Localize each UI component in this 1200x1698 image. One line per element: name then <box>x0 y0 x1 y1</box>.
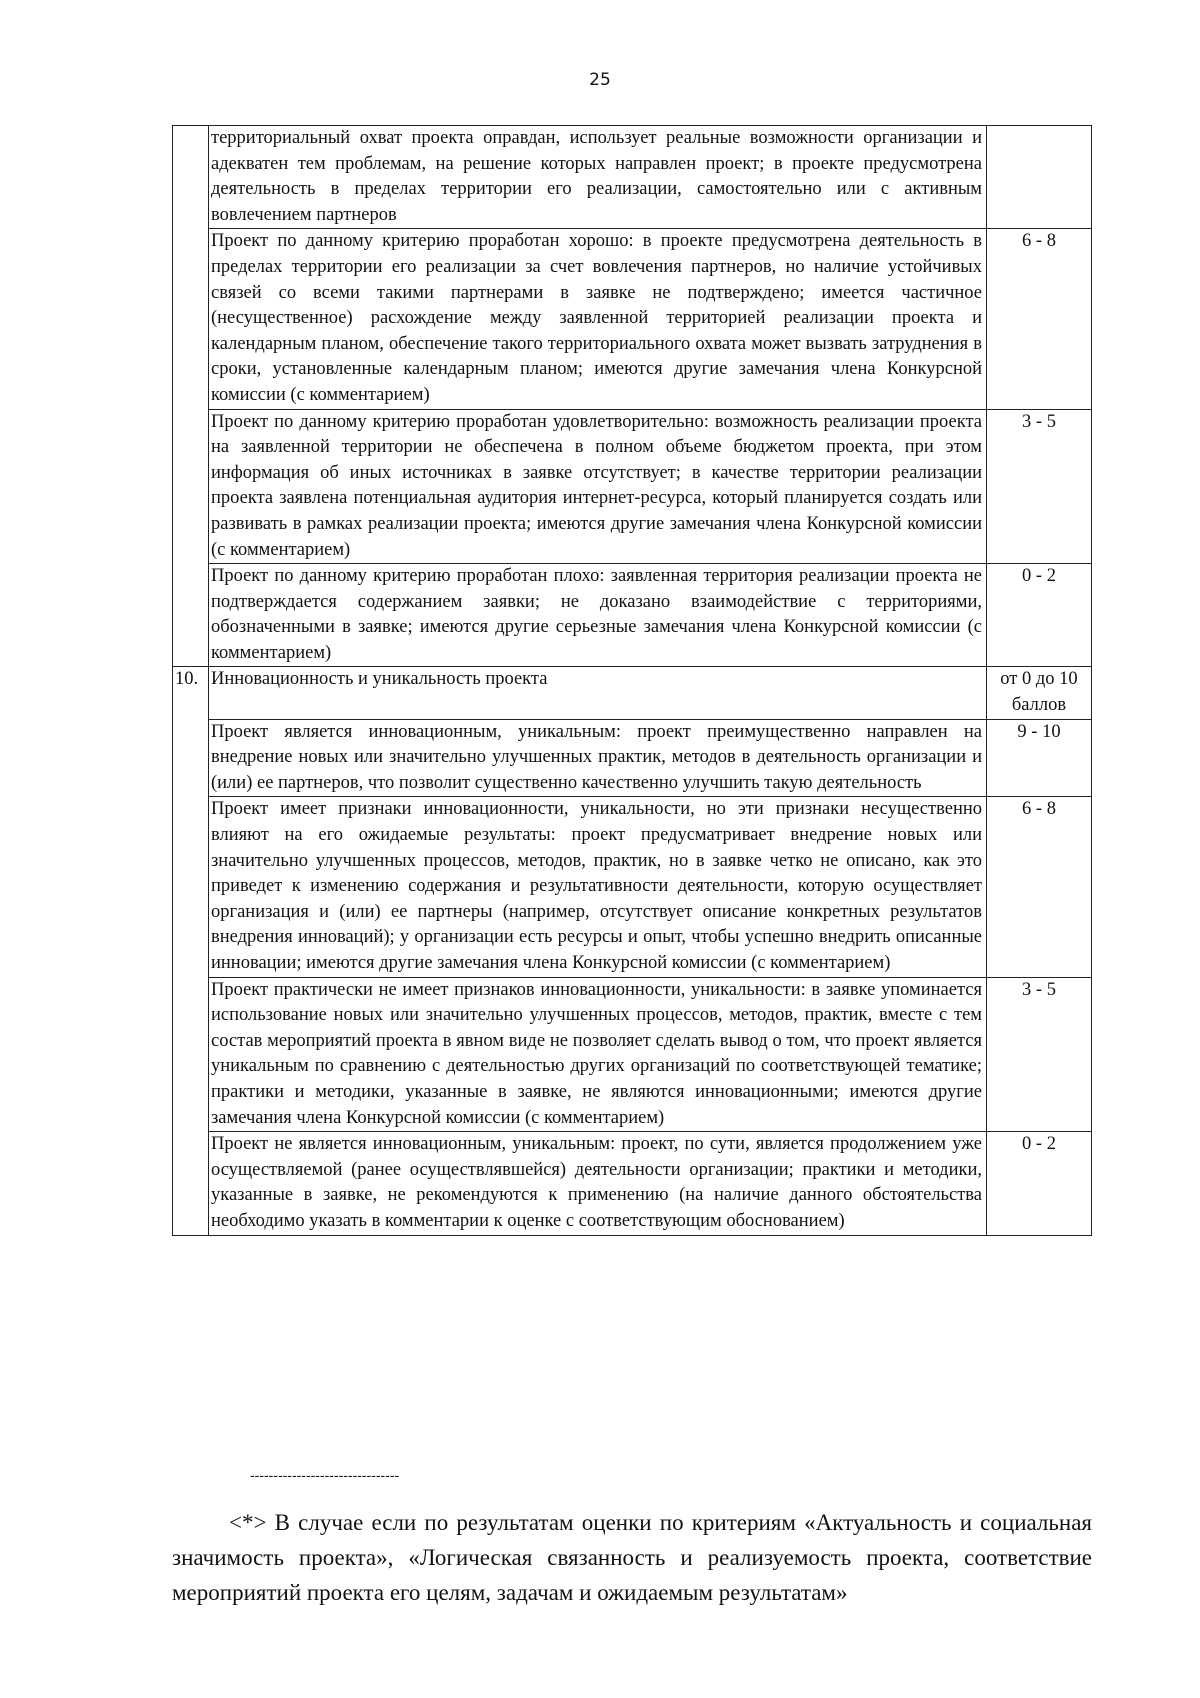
table-row <box>173 797 1092 977</box>
score-cell: 3 - 5 <box>987 977 1092 1132</box>
score-cell: 9 - 10 <box>987 719 1092 797</box>
criteria-table-body <box>173 126 1092 1236</box>
criterion-description-cell: территориальный охват проекта оправдан, использует реальные возможности организации и адекватен тем проблемам, на решение которых направлен проект; в проекте предусмотрена деятельность в пределах территории его реализации, самостоятельно или с активным вовлечением партнеров <box>209 126 987 229</box>
criterion-title-cell: Инновационность и уникальность проекта <box>209 667 987 719</box>
criteria-table <box>172 125 1092 1236</box>
criterion-description-cell: Проект является инновационным, уникальным: проект преимущественно направлен на внедрение новых или значительно улучшенных практик, методов в деятельность организации и (или) ее партнеров, что позволит существенно качественно улучшить такую деятельность <box>209 719 987 797</box>
table-row <box>173 719 1092 797</box>
criterion-description-cell: Проект не является инновационным, уникальным: проект, по сути, является продолжением уже осуществляемой (ранее осуществлявшейся) деятельности организации; практики и методики, указанные в заявке, не рекомендуются к применению (на наличие данного обстоятельства необходимо указать в комментарии к оценке с соответствующим обоснованием) <box>209 1132 987 1235</box>
page-number: 25 <box>589 70 611 90</box>
table-row <box>173 229 1092 409</box>
score-cell: 3 - 5 <box>987 409 1092 564</box>
table-row <box>173 1132 1092 1235</box>
criterion-description-cell: Проект практически не имеет признаков инновационности, уникальности: в заявке упоминается использование новых или значительно улучшенных процессов, методов, практик, вместе с тем состав мероприятий проекта в явном виде не позволяет сделать вывод о том, что проект является уникальным по сравнению с деятельностью других организаций по соответствующей тематике; практики и методики, указанные в заявке, не являются инновационными; имеются другие замечания члена Конкурсной комиссии (с комментарием) <box>209 977 987 1132</box>
table-row <box>173 977 1092 1132</box>
footnote-text: <*> В случае если по результатам оценки по критериям «Актуальность и социальная значимость проекта», «Логическая связанность и реализуемость проекта, соответствие мероприятий проекта его целям, задачам и ожидаемым результатам» <box>172 1510 1092 1605</box>
criterion-number-cell: 10. <box>173 667 209 1235</box>
table-row <box>173 126 1092 229</box>
table-row <box>173 667 1092 719</box>
criterion-description-cell: Проект по данному критерию проработан плохо: заявленная территория реализации проекта не подтверждается содержанием заявки; не доказано взаимодействие с территориями, обозначенными в заявке; имеются другие серьезные замечания члена Конкурсной комиссии (с комментарием) <box>209 564 987 667</box>
criterion-description-cell: Проект имеет признаки инновационности, уникальности, но эти признаки несущественно влияют на его ожидаемые результаты: проект предусматривает внедрение новых или значительно улучшенных процессов, методов, практик, но в заявке четко не описано, как это приведет к изменению содержания и результативности деятельности, которую осуществляет организация и (или) ее партнеры (например, отсутствует описание конкретных результатов внедрения инноваций); у организации есть ресурсы и опыт, чтобы успешно внедрить описанные инновации; имеются другие замечания члена Конкурсной комиссии (с комментарием) <box>209 797 987 977</box>
footnote-separator: -------------------------------- <box>250 1467 400 1483</box>
score-range-cell: от 0 до 10 баллов <box>987 667 1092 719</box>
score-cell: 0 - 2 <box>987 1132 1092 1235</box>
table-row <box>173 564 1092 667</box>
score-cell: 6 - 8 <box>987 797 1092 977</box>
score-cell <box>987 126 1092 229</box>
criterion-description-cell: Проект по данному критерию проработан удовлетворительно: возможность реализации проекта на заявленной территории не обеспечена в полном объеме бюджетом проекта, при этом информация об иных источниках в заявке отсутствует; в качестве территории реализации проекта заявлена потенциальная аудитория интернет-ресурса, который планируется создать или развивать в рамках реализации проекта; имеются другие замечания члена Конкурсной комиссии (с комментарием) <box>209 409 987 564</box>
criterion-description-cell: Проект по данному критерию проработан хорошо: в проекте предусмотрена деятельность в пределах территории его реализации за счет вовлечения партнеров, но наличие устойчивых связей со всеми такими партнерами в заявке не подтверждено; имеется частичное (несущественное) расхождение между заявленной территорией реализации проекта и календарным планом, обеспечение такого территориального охвата может вызвать затруднения в сроки, установленные календарным планом; имеются другие замечания члена Конкурсной комиссии (с комментарием) <box>209 229 987 409</box>
score-cell: 0 - 2 <box>987 564 1092 667</box>
table-row <box>173 409 1092 564</box>
criterion-number-cell <box>173 126 209 667</box>
score-cell: 6 - 8 <box>987 229 1092 409</box>
